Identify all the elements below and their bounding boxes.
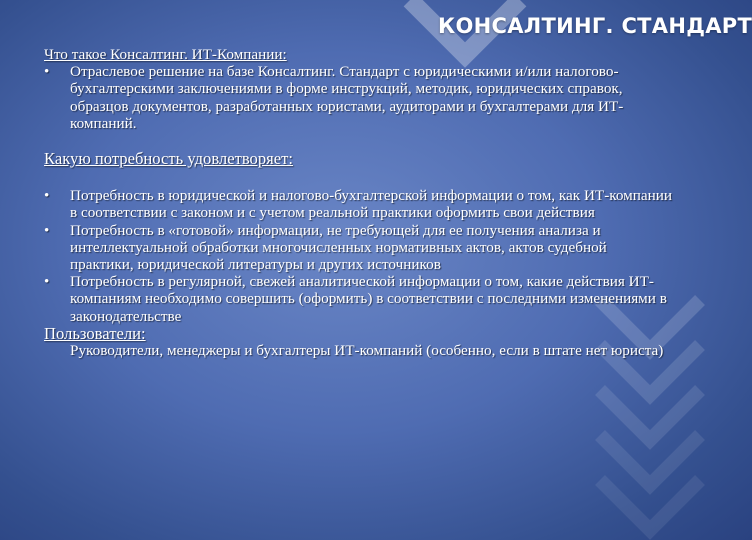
list-item-text: Потребность в «готовой» информации, не требующей для ее получения анализа и интеллектуальной обработки многочисленных нормативных актов, актов судебной практики, юридической литературы и других источников	[70, 221, 607, 274]
list-item	[44, 63, 674, 132]
bullet: •	[44, 63, 50, 81]
list-item-text: Потребность в регулярной, свежей аналитической информации о том, какие действия ИТ-компаниям необходимо совершить (оформить) в соответствии с последними изменениями в законодательстве	[70, 273, 667, 325]
list-item-text: Отраслевое решение на базе Консалтинг. Стандарт с юридическими и/или налогово-бухгалтерскими заключениями в форме инструкций, методик, юридических справок, образцов документов, разработанных юристами, аудиторами и бухгалтерами для ИТ-компаний.	[70, 63, 624, 132]
list-item-text: Потребность в юридической и налогово-бухгалтерской информации о том, как ИТ-компании в соответствии с законом и с учетом реальной практики оформить свои действия	[70, 187, 673, 222]
users-text: Руководители, менеджеры и бухгалтеры ИТ-компаний (особенно, если в штате нет юриста)	[70, 342, 664, 360]
bullet: •	[44, 273, 50, 291]
list-item	[44, 273, 674, 325]
bullet: •	[44, 187, 50, 205]
what-is-list	[44, 63, 674, 132]
slide-content	[44, 46, 674, 359]
section-heading-users: Пользователи:	[44, 323, 146, 343]
section-heading-needs: Какую потребность удовлетворяет:	[44, 149, 294, 169]
section-heading-what-is: Что такое Консалтинг. ИТ-Компании:	[44, 46, 287, 63]
brand-title: КОНСАЛТИНГ. СТАНДАРТ	[438, 14, 752, 38]
bullet: •	[44, 221, 50, 239]
needs-list	[44, 187, 674, 325]
list-item	[44, 187, 674, 221]
list-item	[44, 222, 674, 274]
